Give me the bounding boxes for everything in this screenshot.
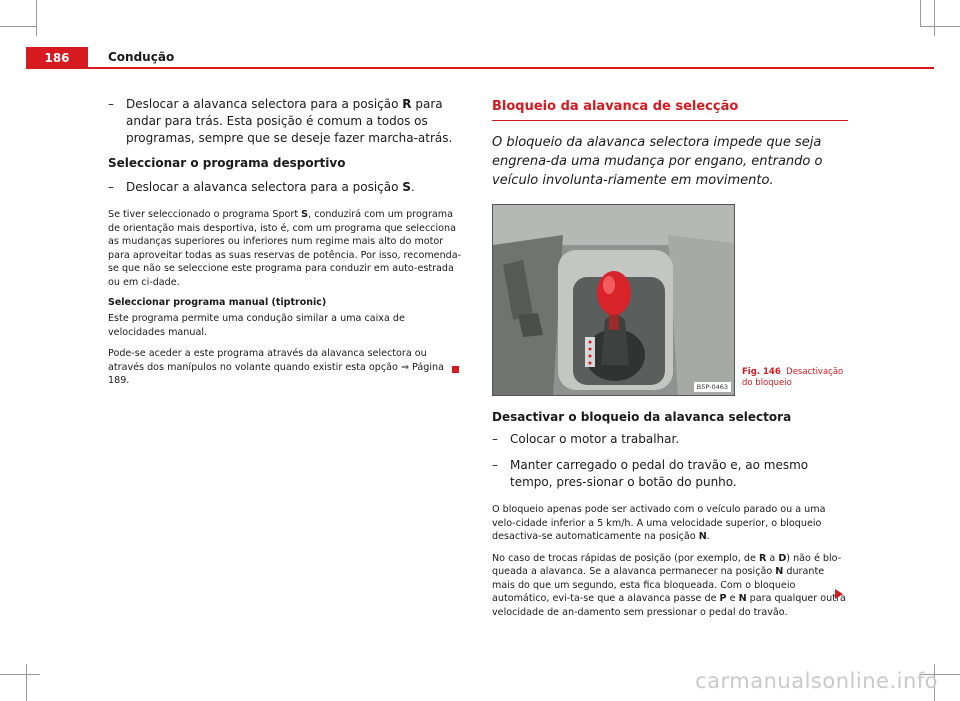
step-text: Deslocar a alavanca selectora para a posição S.: [126, 180, 415, 194]
step-dash: –: [492, 458, 498, 472]
gear-key: D: [778, 552, 787, 564]
step-reverse: [108, 96, 463, 147]
step-sport: [108, 179, 463, 196]
page-number: 186: [44, 51, 70, 65]
step-dash: –: [492, 432, 498, 446]
gear-key: R: [758, 552, 767, 564]
gear-key: R: [402, 97, 412, 111]
left-column: [108, 96, 463, 396]
crop-mark: [920, 0, 921, 26]
step-text: Deslocar a alavanca selectora para a posição R para andar para trás. Esta posição é comum a todos os programas, sempre que se deseje fazer marcha-atrás.: [126, 97, 453, 145]
gear-key: N: [738, 593, 747, 604]
chapter-title: Condução: [108, 50, 175, 64]
crop-mark: [0, 26, 36, 27]
sport-paragraph: Se tiver seleccionado o programa Sport S, conduzirá com um programa de orientação mais desportiva, isto é, com um programa que selecciona as mudanças superiores ou inferiores num regime mais alto do motor para aproveitar todas as suas reservas de potência. Por isso, recomenda-se que não se seleccione este programa para conduzir em auto-estrada ou em ci-dade.: [108, 209, 462, 288]
gear-key: N: [698, 531, 707, 542]
step-press-button: [492, 457, 848, 491]
step-text: Colocar o motor a trabalhar.: [510, 432, 680, 446]
right-column: [492, 96, 848, 627]
crop-mark: [26, 664, 27, 701]
section-rule: [492, 120, 848, 121]
crop-mark: [0, 674, 40, 675]
watermark: carmanualsonline.info: [695, 669, 938, 693]
gear-lever-photo: [492, 204, 735, 396]
figure-label: Fig. 146: [742, 367, 781, 377]
figure-code: B5P-0463: [694, 382, 731, 392]
section-title: Bloqueio da alavanca de selecção: [492, 99, 739, 114]
step-start-engine: [492, 431, 848, 448]
activation-paragraph: O bloqueio apenas pode ser activado com o veículo parado ou a uma velo-cidade inferior a 5 km/h. A uma velocidade superior, o bloqueio desactiva-se automaticamente na posição N.: [492, 504, 826, 542]
intro-paragraph: O bloqueio da alavanca selectora impede que seja engrena-da uma mudança por engano, entrando o veículo involunta-riamente em movimento.: [492, 135, 823, 188]
step-dash: –: [108, 180, 114, 194]
gear-key: P: [719, 593, 727, 604]
sport-heading: Seleccionar o programa desportivo: [108, 156, 346, 170]
continue-arrow-icon: [835, 589, 843, 599]
gear-key: S: [402, 180, 411, 194]
header-rule: [88, 67, 934, 69]
figure-caption: [742, 367, 852, 389]
gear-lever-illustration: [493, 205, 734, 395]
gear-key: S: [301, 209, 309, 220]
step-text: Manter carregado o pedal do travão e, ao mesmo tempo, pres-sionar o botão do punho.: [510, 458, 809, 489]
manual-heading: Seleccionar programa manual (tiptronic): [108, 297, 327, 308]
quick-change-paragraph: No caso de trocas rápidas de posição (por exemplo, de R a D) não é blo-queada a alavanca. Se a alavanca permanecer na posição N durante mais do que um segundo, esta fica bloqueada. Com o bloqueio automático, evi-ta-se que a alavanca passe de P e N para qualquer outra velocidade de an-damento sem pressionar o pedal do travão.: [492, 552, 846, 618]
figure: [492, 204, 848, 396]
crop-mark: [934, 0, 935, 36]
section-end-mark: [452, 366, 459, 373]
manual-paragraph: Este programa permite uma condução similar a uma caixa de velocidades manual.: [108, 313, 405, 338]
deactivate-heading: Desactivar o bloqueio da alavanca selectora: [492, 410, 792, 424]
step-dash: –: [108, 97, 114, 111]
figure-caption-text: Desactivação do bloqueio: [742, 367, 844, 388]
crop-mark: [920, 26, 960, 27]
crop-mark: [36, 0, 37, 36]
gear-key: N: [775, 566, 784, 577]
access-paragraph: Pode-se aceder a este programa através da alavanca selectora ou através dos manípulos no volante quando existir esta opção ⇒ Página 189.: [108, 348, 445, 386]
